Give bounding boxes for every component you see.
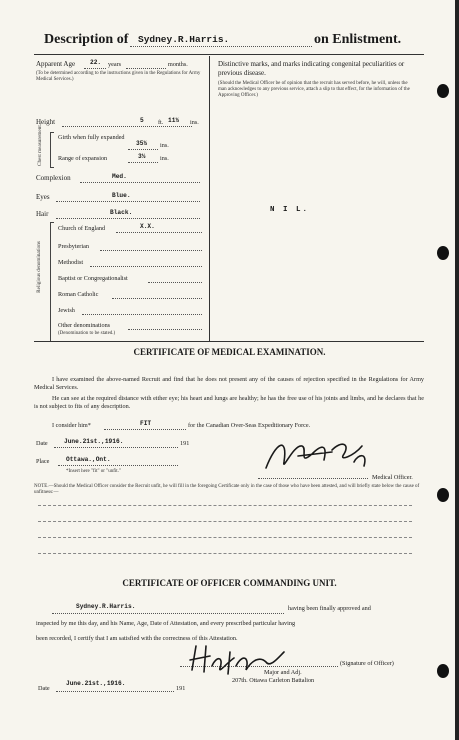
baptist-dots <box>148 282 202 283</box>
medical-year-suffix: 191 <box>180 440 190 447</box>
church-of-england-label: Church of England <box>58 225 106 232</box>
commanding-line-2: inspected by me this day, and his Name, Age, Date of Attestation, and every prescribed particular having <box>36 620 296 627</box>
medical-note: NOTE.—Should the Medical Officer consider the Recruit unfit, he will fill in the foregoing Certificate only in the case of those who have been attested, and will briefly state below the cause of unfitness:— <box>34 484 420 495</box>
age-value: 22. <box>90 59 102 66</box>
commanding-date-label: Date <box>38 685 50 692</box>
age-note: (To be determined according to the instructions given in the Regulations for Army Medical Services.) <box>36 71 201 82</box>
hair-label: Hair <box>36 210 49 218</box>
commanding-date-dots <box>56 691 174 692</box>
baptist-label: Baptist or Congregationalist <box>58 275 128 282</box>
commanding-name-value: Sydney.R.Harris. <box>76 603 136 610</box>
methodist-dots <box>90 266 202 267</box>
medical-officer-label: Medical Officer. <box>372 474 413 481</box>
distinctive-marks-note: (Should the Medical Officer be of opinion that the recruit has served before, he will, unless the man acknowledges to any previous service, attach a slip to that effect, for the information of the Approving Officer.) <box>218 81 410 98</box>
church-value: X.X. <box>140 223 155 230</box>
roman-catholic-dots <box>112 298 202 299</box>
unfit-line-2 <box>38 521 412 522</box>
commanding-line-3: been recorded, I certify that I am satisfied with the correctness of this Attestation. <box>36 635 238 642</box>
ft-label: ft. <box>158 119 164 126</box>
recruit-name: Sydney.R.Harris. <box>138 34 230 45</box>
medical-para-1: I have examined the above-named Recruit and find that he does not present any of the causes of rejection specified in the Regulations for Army Medical Services. <box>34 376 424 391</box>
commanding-year-suffix: 191 <box>176 685 186 692</box>
consider-dots <box>104 429 186 430</box>
medical-certificate-title: CERTIFICATE OF MEDICAL EXAMINATION. <box>133 347 326 357</box>
months-dots <box>126 68 166 69</box>
range-ins: ins. <box>160 155 169 162</box>
religion-brace <box>50 222 54 342</box>
jewish-label: Jewish <box>58 307 75 314</box>
punch-hole <box>437 246 449 260</box>
for-the-label: for the Canadian Over-Seas Expeditionary Force. <box>188 422 311 429</box>
range-label: Range of expansion <box>58 155 108 162</box>
punch-hole <box>437 664 449 678</box>
presbyterian-dots <box>100 250 202 251</box>
height-dots <box>62 126 192 127</box>
signature-of-officer-label: (Signature of Officer) <box>340 660 394 667</box>
complexion-value: Med. <box>112 173 127 180</box>
roman-catholic-label: Roman Catholic <box>58 291 99 298</box>
methodist-label: Methodist <box>58 259 84 266</box>
punch-hole <box>437 488 449 502</box>
commanding-date-value: June.21st.,1916. <box>66 680 126 687</box>
chest-brace <box>50 132 54 168</box>
place-label: Place <box>36 458 50 465</box>
unfit-line-3 <box>38 537 412 538</box>
name-dotted-line <box>130 46 312 47</box>
complexion-label: Complexion <box>36 174 71 182</box>
girth-value: 35½ <box>136 140 148 147</box>
distinctive-marks-heading: Distinctive marks, and marks indicating congenital peculiarities or previous disease. <box>218 60 405 77</box>
eyes-label: Eyes <box>36 193 50 201</box>
girth-ins: ins. <box>160 142 169 149</box>
range-value: 3½ <box>138 153 146 160</box>
place-dots <box>58 465 178 466</box>
range-dots <box>128 162 158 163</box>
header-rule <box>34 54 424 55</box>
unfit-line-4 <box>38 553 412 554</box>
fit-value: FIT <box>140 420 152 427</box>
header-on-enlistment: on Enlistment. <box>314 32 402 47</box>
header-description-of: Description of <box>44 32 129 47</box>
height-label: Height <box>36 118 56 126</box>
complexion-dots <box>80 182 200 183</box>
hair-value: Black. <box>110 209 133 216</box>
unit-line: 207th. Ottawa Carleton Battalion <box>232 677 315 684</box>
height-ft-value: 5 <box>140 117 144 124</box>
other-dots <box>128 329 202 330</box>
hair-dots <box>56 218 200 219</box>
church-dots <box>116 232 202 233</box>
insert-note: *Insert here "fit" or "unfit." <box>66 469 121 474</box>
consider-label: I consider him* <box>52 422 91 429</box>
distinctive-marks-value: N I L. <box>270 206 310 214</box>
place-value: Ottawa.,Ont. <box>66 456 111 463</box>
medical-date-dots <box>54 447 178 448</box>
other-denominations-label: Other denominations <box>58 322 111 329</box>
commanding-name-dots <box>52 613 284 614</box>
height-in-value: 11½ <box>168 117 180 124</box>
punch-hole <box>437 84 449 98</box>
apparent-age-label: Apparent Age <box>36 60 76 68</box>
medical-date-value: June.21st.,1916. <box>64 438 124 445</box>
months-label: months. <box>168 61 188 68</box>
presbyterian-label: Presbyterian <box>58 243 89 250</box>
section-rule <box>34 341 424 342</box>
commanding-signature-dots <box>180 666 338 667</box>
jewish-dots <box>82 314 202 315</box>
commanding-certificate-title: CERTIFICATE OF OFFICER COMMANDING UNIT. <box>122 578 337 588</box>
religion-label: Religious denominations <box>36 241 42 293</box>
unfit-line-1 <box>38 505 412 506</box>
ins-label: ins. <box>190 119 199 126</box>
medical-officer-signature <box>258 432 388 480</box>
years-label: years <box>108 61 122 68</box>
girth-dots <box>128 149 158 150</box>
eyes-value: Blue. <box>112 192 131 199</box>
eyes-dots <box>56 201 200 202</box>
medical-officer-dots <box>258 478 368 479</box>
commanding-line-1-end: having been finally approved and <box>288 605 371 612</box>
column-divider <box>209 56 210 341</box>
age-dots <box>84 68 106 69</box>
medical-date-label: Date <box>36 440 48 447</box>
rank-line: Major and Adj. <box>264 669 302 676</box>
medical-para-2: He can see at the required distance with either eye; his heart and lungs are healthy; he has the free use of his joints and limbs, and he declares that he is not subject to fits of any description. <box>34 395 424 410</box>
other-note: (Denomination to be stated.) <box>58 331 116 336</box>
chest-measurement-label: Chest measurement. <box>37 123 43 166</box>
girth-label: Girth when fully expanded <box>58 134 125 141</box>
